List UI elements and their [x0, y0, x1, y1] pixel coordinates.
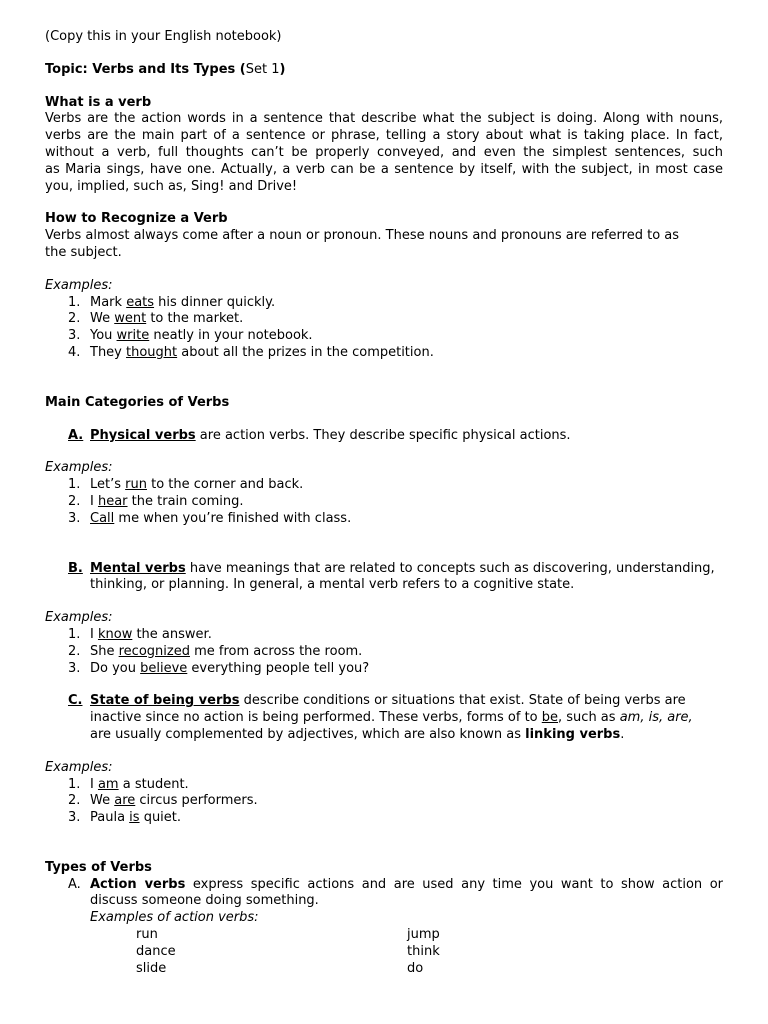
examples-label: Examples: — [45, 610, 113, 626]
list-item: 3. Paula is quiet. — [68, 810, 182, 826]
list-item: 1. I know the answer. — [68, 626, 212, 642]
verb-underlined: hear — [97, 493, 128, 509]
verb-underlined: believe — [140, 660, 188, 676]
main-categories-heading: Main Categories of Verbs — [45, 394, 230, 410]
types-heading: Types of Verbs — [45, 859, 152, 875]
verb-underlined: is — [129, 810, 140, 826]
category-term: Mental verbs — [90, 560, 186, 576]
recognize-heading: How to Recognize a Verb — [45, 211, 228, 227]
verb-underlined: write — [116, 328, 150, 344]
type-term: Action verbs — [90, 876, 186, 892]
category-b: B. Mental verbs have meanings that are related to concepts such as discovering, understanding, thinking, or planning. In general, a mental verb refers to a cognitive state. — [68, 560, 715, 593]
type-a: A. Action verbs express specific actions and are used any time you want to show action or discuss someone doing something. Examples of action verbs: — [68, 876, 723, 926]
paragraph-line: verbs are the main part of a sentence or phrase, telling a story about what is taking place. In fact, — [45, 128, 723, 144]
paragraph-line: without a verb, full thoughts can’t be properly conveyed, and even the simplest sentences, such — [45, 144, 723, 160]
list-item: 1. I am a student. — [68, 776, 189, 792]
paragraph-line: as Maria sings, have one. Actually, a verb can be a sentence by itself, with the subject, in most case — [45, 161, 723, 177]
what-is-verb-heading: What is a verb — [45, 94, 152, 110]
topic-label: Topic: Verbs and Its Types ( — [45, 61, 246, 77]
verb-underlined: know — [97, 626, 133, 642]
verb-underlined: run — [125, 477, 147, 493]
category-letter: B. — [68, 560, 83, 576]
table-row: dance think — [136, 943, 440, 959]
paragraph-line: the subject. — [45, 244, 122, 260]
action-verbs-columns — [45, 927, 723, 977]
list-item: 4. They thought about all the prizes in the competition. — [68, 344, 434, 360]
type-letter: A. — [68, 876, 81, 892]
topic-close: ) — [279, 61, 286, 77]
category-c: C. State of being verbs describe conditions or situations that exist. State of being verbs are inactive since no action is being performed. These verbs, forms of to be, such as am, is, are, are usually complemented by adjectives, which are also known as linking verbs. — [68, 693, 693, 742]
examples-label: Examples: — [45, 759, 113, 775]
state-of-being-examples — [45, 777, 723, 827]
recognize-examples — [45, 295, 723, 362]
verb-underlined: am — [97, 776, 119, 792]
list-item: 1. Let’s run to the corner and back. — [68, 477, 304, 493]
verb-underlined: recognized — [118, 643, 190, 659]
category-term: Physical verbs — [90, 427, 196, 443]
category-term: State of being verbs — [90, 693, 240, 709]
examples-label: Examples: — [45, 277, 113, 293]
verb-underlined: Call — [90, 510, 115, 526]
table-row: slide do — [136, 960, 424, 976]
examples-label: Examples: — [45, 460, 113, 476]
header-note: (Copy this in your English notebook) — [45, 29, 282, 44]
category-letter: C. — [68, 693, 83, 709]
list-item: 3. Do you believe everything people tell you? — [68, 660, 370, 676]
paragraph-line: you, implied, such as, Sing! and Drive! — [45, 178, 298, 194]
paragraph-line: Verbs are the action words in a sentence that describe what the subject is doing. Along with nouns, — [45, 111, 723, 127]
topic-set: Set 1 — [245, 61, 280, 77]
paragraph-line: Verbs almost always come after a noun or pronoun. These nouns and pronouns are referred to as — [45, 228, 680, 244]
list-item: 2. She recognized me from across the room. — [68, 643, 363, 659]
topic-line — [45, 62, 723, 79]
verb-underlined: went — [114, 311, 147, 327]
document-page — [45, 29, 723, 977]
list-item: 3. Call me when you’re finished with class. — [68, 510, 352, 526]
list-item: 1. Mark eats his dinner quickly. — [68, 294, 276, 310]
list-item: 3. You write neatly in your notebook. — [68, 328, 313, 344]
verb-underlined: are — [114, 793, 136, 809]
list-item: 2. I hear the train coming. — [68, 493, 244, 509]
verb-underlined: thought — [126, 344, 178, 360]
category-a: A. Physical verbs are action verbs. They describe specific physical actions. — [68, 427, 571, 443]
physical-examples — [45, 477, 723, 527]
what-is-verb-paragraph — [45, 111, 723, 195]
list-item: 2. We are circus performers. — [68, 793, 258, 809]
verb-underlined: eats — [126, 294, 155, 310]
category-letter: A. — [68, 427, 84, 443]
recognize-paragraph — [45, 228, 723, 262]
table-row: run jump — [136, 927, 440, 943]
examples-label: Examples of action verbs: — [90, 910, 259, 926]
mental-examples — [45, 627, 723, 677]
list-item: 2. We went to the market. — [68, 311, 244, 327]
